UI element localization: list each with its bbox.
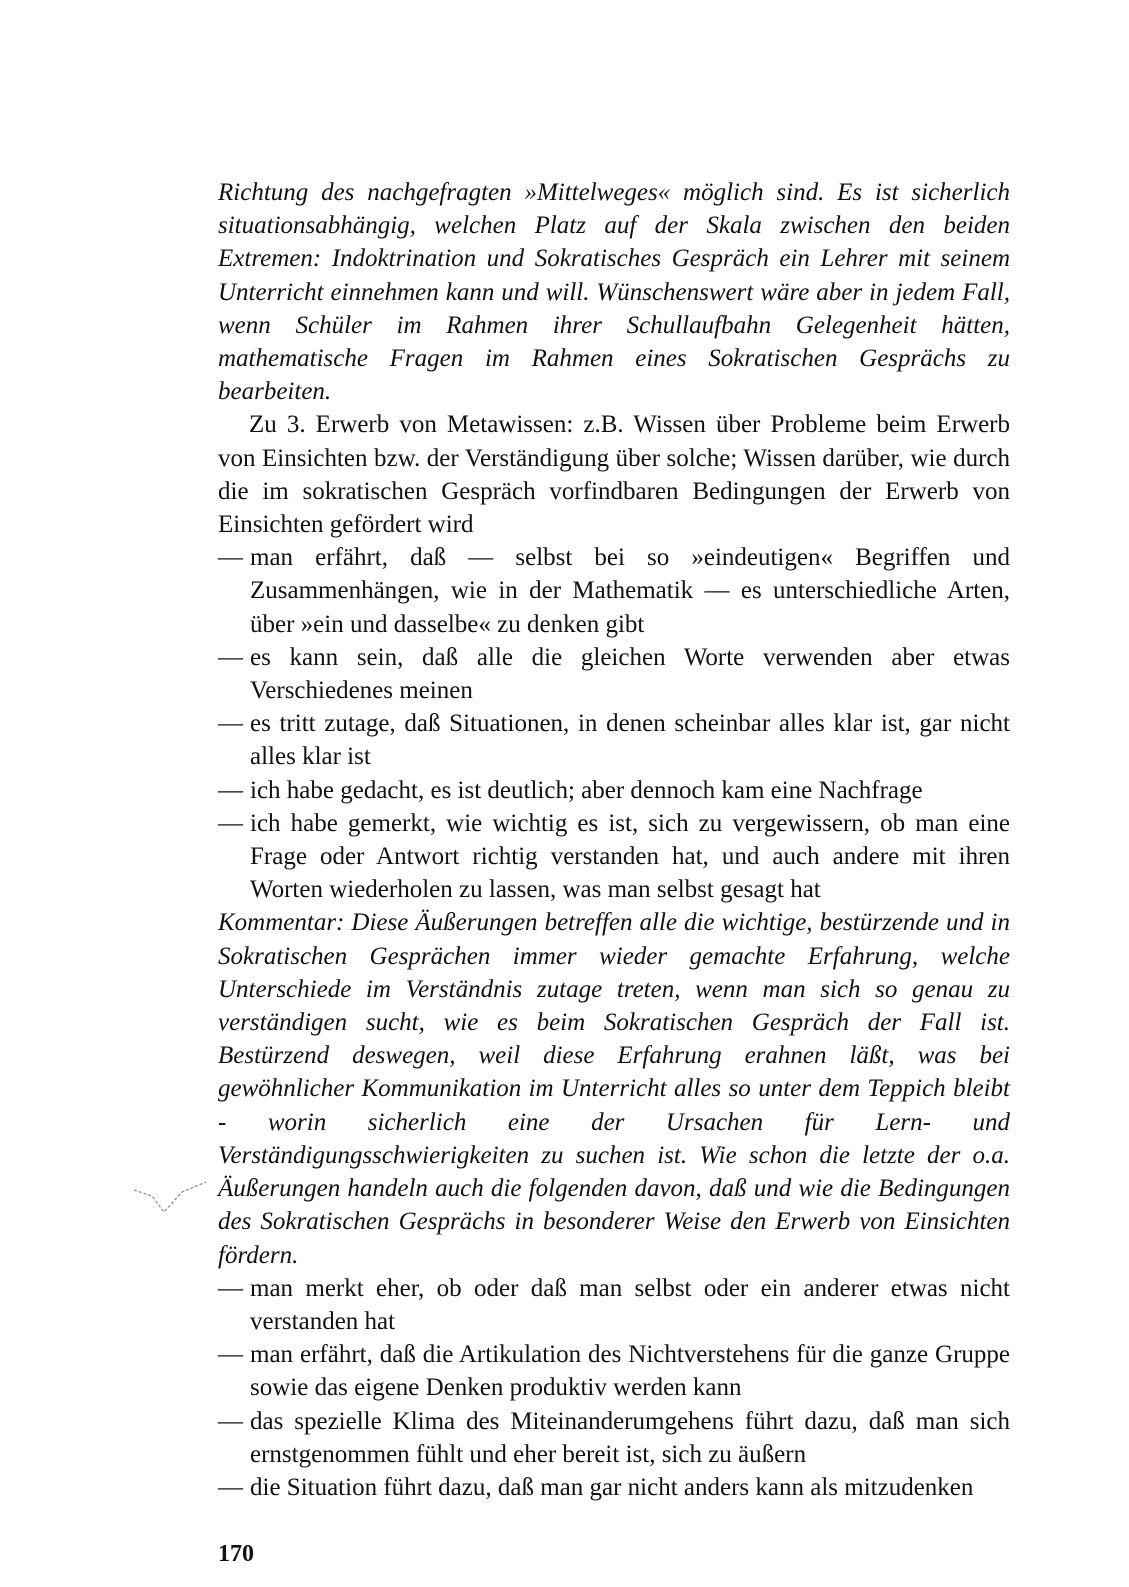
paragraph-metawissen: Zu 3. Erwerb von Metawissen: z.B. Wissen über Probleme beim Erwerb von Einsichten bzw. der Verständigung über solche; Wissen darüber, wie durch die im sokratischen Gespräch vorfindbaren Bedingungen der Erwerb von Einsichten gefördert wird [218, 411, 1010, 539]
paragraph-kommentar: Kommentar: Diese Äußerungen betreffen alle die wichtige, bestürzende und in Sokratischen Gesprächen immer wieder gemachte Erfahrung, welche Unterschiede im Verständnis zutage treten, wenn man sich so genau zu verständigen sucht, wie es beim Sokratischen Gespräch der Fall ist. Bestürzend deswegen, weil diese Erfahrung erahnen läßt, was bei gewöhnlicher Kommunikation im Unterricht alles so unter dem Teppich bleibt - worin sicherlich eine der Ursachen für Lern- und Verständigungsschwierigkeiten zu suchen ist. Wie schon die letzte der o.a. Äußerungen handeln auch die folgenden davon, daß und wie die Bedingungen des Sokratischen Gesprächs in besonderer Weise den Erwerb von Einsichten fördern. [218, 909, 1010, 1269]
list-item: — das spezielle Klima des Miteinanderumgehens führt dazu, daß man sich ernstgenommen fühlt und eher bereit ist, sich zu äußern [218, 1405, 1010, 1471]
page-body [218, 176, 1010, 1504]
pencil-mark-icon [130, 1176, 210, 1226]
list-item: — es tritt zutage, daß Situationen, in denen scheinbar alles klar ist, gar nicht alles klar ist [218, 707, 1010, 773]
list-item: — es kann sein, daß alle die gleichen Worte verwenden aber etwas Verschiedenes meinen [218, 641, 1010, 707]
list-item: — man merkt eher, ob oder daß man selbst oder ein anderer etwas nicht verstanden hat [218, 1272, 1010, 1338]
list-item: — ich habe gedacht, es ist deutlich; aber dennoch kam eine Nachfrage [218, 774, 1010, 807]
page-number: 170 [218, 1541, 254, 1567]
list-item: — man erfährt, daß die Artikulation des Nichtverstehens für die ganze Gruppe sowie das eigene Denken produktiv werden kann [218, 1338, 1010, 1404]
statement-list-1 [218, 541, 1010, 906]
statement-list-2 [218, 1272, 1010, 1504]
list-item: — die Situation führt dazu, daß man gar nicht anders kann als mitzudenken [218, 1471, 1010, 1504]
list-item: — man erfährt, daß — selbst bei so »eindeutigen« Begriffen und Zusammenhängen, wie in der Mathematik — es unterschiedliche Arten, über »ein und dasselbe« zu denken gibt [218, 541, 1010, 641]
paragraph-intro: Richtung des nachgefragten »Mittelweges« möglich sind. Es ist sicherlich situationsabhängig, welchen Platz auf der Skala zwischen den beiden Extremen: Indoktrination und Sokratisches Gespräch ein Lehrer mit seinem Unterricht einnehmen kann und will. Wünschenswert wäre aber in jedem Fall, wenn Schüler im Rahmen ihrer Schullaufbahn Gelegenheit hätten, mathematische Fragen im Rahmen eines Sokratischen Gesprächs zu bearbeiten. [218, 179, 1010, 406]
list-item: — ich habe gemerkt, wie wichtig es ist, sich zu vergewissern, ob man eine Frage oder Antwort richtig verstanden hat, und auch andere mit ihren Worten wiederholen zu lassen, was man selbst gesagt hat [218, 807, 1010, 907]
